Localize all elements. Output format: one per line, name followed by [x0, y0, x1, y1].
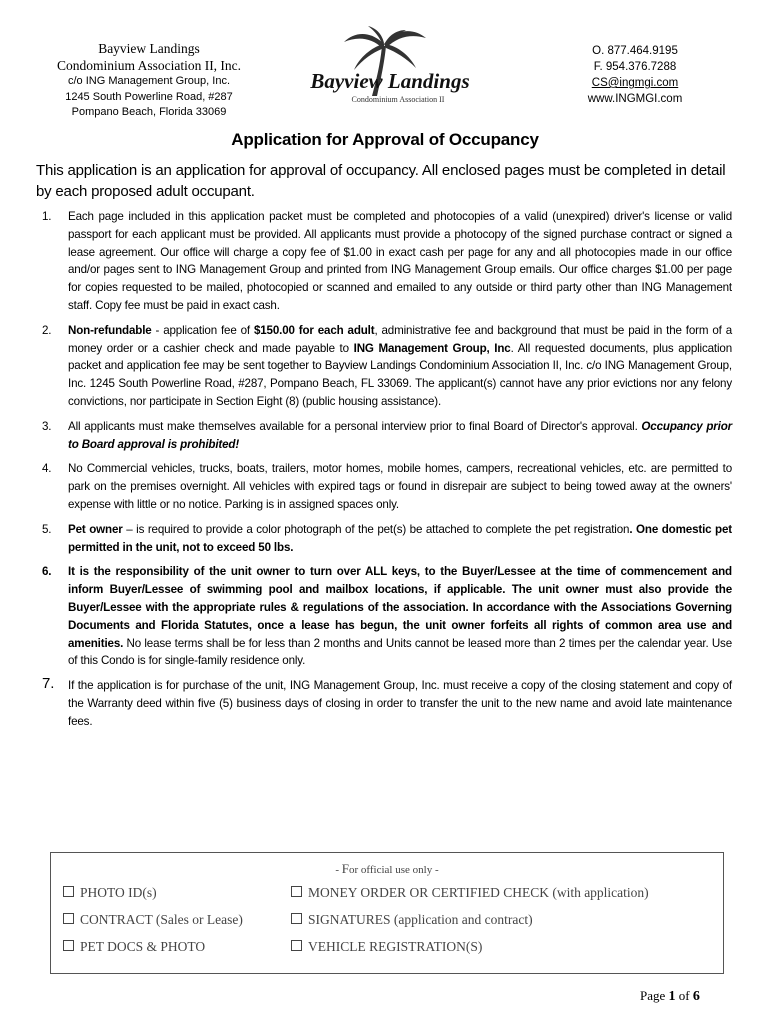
org-name: Bayview Landings: [98, 41, 200, 56]
list-item: [36, 208, 732, 315]
requirements-list: [36, 208, 732, 738]
list-item: [36, 322, 732, 411]
item-number: 2.: [42, 323, 52, 337]
item-number: 4.: [42, 462, 52, 476]
logo-text: Bayview Landings: [310, 69, 470, 93]
checkbox-icon: [63, 886, 74, 897]
page-title: Application for Approval of Occupancy: [231, 130, 539, 149]
checkbox-icon: [63, 940, 74, 951]
item-text: . All requested documents, plus application packet and application fee may be sent together to Bayview Landings Condominium Association II, Inc. c/o ING Management Group, Inc. 1245 South Powerline Road, #287, Pompano Beach, FL 33069. The applicant(s) cannot have any prior evictions nor any felony convictions, nor participate in Section Eight (8) (public housing assistance).: [68, 341, 733, 408]
email-link[interactable]: CS@ingmgi.com: [591, 77, 679, 89]
item-number: 3.: [42, 419, 52, 433]
page-number: Page 1 of 6: [640, 988, 700, 1004]
payee-name: ING Management Group, Inc: [353, 341, 511, 355]
item-text: – is required to provide a color photograph of the pet(s) be attached to complete the pet registration: [122, 522, 630, 536]
checkbox-icon: [291, 940, 302, 951]
money-order-checkbox[interactable]: MONEY ORDER OR CERTIFIED CHECK (with application): [291, 885, 649, 901]
contract-checkbox[interactable]: CONTRACT (Sales or Lease): [63, 912, 243, 928]
item-text: If the application is for purchase of the unit, ING Management Group, Inc. must receive a copy of the closing statement and copy of the Warranty deed within five (5) business days of closing in order to transfer the unit to the new name and avoid late maintenance fees.: [68, 679, 732, 728]
item-text: , administrative fee and background that must be paid in the form of a money order or a cashier check and made payable to: [68, 323, 732, 355]
item-text: - application fee of: [151, 323, 254, 337]
official-use-box: [50, 852, 724, 974]
item-number: 7.: [42, 675, 55, 693]
fax-number: F. 954.376.7288: [593, 61, 677, 73]
item-text: All applicants must make themselves available for a personal interview prior to final Board of Director's approval.: [68, 419, 642, 433]
pet-limit-text: . One domestic pet permitted in the unit, not to exceed 50 lbs.: [68, 522, 732, 554]
org-full-name: Condominium Association II, Inc.: [56, 58, 242, 73]
official-use-heading: - For official use only -: [335, 861, 439, 876]
fee-amount: $150.00 for each adult: [253, 323, 375, 337]
checkbox-icon: [291, 913, 302, 924]
checkbox-icon: [291, 886, 302, 897]
signatures-checkbox[interactable]: SIGNATURES (application and contract): [291, 912, 533, 928]
org-city: Pompano Beach, Florida 33069: [71, 106, 227, 118]
owner-responsibility-text: It is the responsibility of the unit owner to turn over ALL keys, to the Buyer/Lessee at the time of commencement and inform Buyer/Lessee of swimming pool and mailbox locations, if applicable. The unit owner must also provide the Buyer/Lessee with the appropriate rules & regulations of the association. In accordance with the Associations Governing Documents and Florida Statutes, once a lease has begun, the unit owner forfeits all rights of common area use and amenities.: [68, 565, 732, 650]
vehicle-registration-checkbox[interactable]: VEHICLE REGISTRATION(S): [291, 939, 482, 955]
org-street: 1245 South Powerline Road, #287: [65, 90, 233, 103]
item-number: 1.: [42, 210, 52, 223]
photo-id-checkbox[interactable]: PHOTO ID(s): [63, 885, 157, 901]
item-number: 6.: [42, 565, 52, 579]
pet-docs-checkbox[interactable]: PET DOCS & PHOTO: [63, 939, 205, 955]
item-text: Each page included in this application packet must be completed and photocopies of a valid (unexpired) driver's license or valid passport for each applicant must be provided. All applicants must provide a photocopy of the signed purchase contract or signed a lease agreement. Our office will charge a copy fee of $1.00 in exact cash per page for any and all photocopies made in our office and/or pages sent to ING Management Group and printed from ING Management Group emails. Our office charges $1.00 per page for copies requested to be mailed, photocopied or scanned and emailed to any outside or third party other than ING Management staff. Copy fee must be paid in exact cash.: [68, 210, 732, 312]
non-refundable-label: Non-refundable: [68, 323, 152, 337]
bayview-landings-logo: [310, 26, 470, 118]
item-number: 5.: [42, 522, 52, 536]
list-item: [36, 677, 732, 730]
checkbox-icon: [63, 913, 74, 924]
list-item: [36, 521, 732, 557]
list-item: [36, 418, 732, 454]
contact-block: [555, 43, 715, 107]
list-item: [36, 460, 732, 513]
item-text: No Commercial vehicles, trucks, boats, trailers, motor homes, mobile homes, campers, recreational vehicles, etc. are permitted to park on the premises overnight. All vehicles with expired tags or found in disrepair are subject to being towed away at the owners' expense with little or no notice. Parking is in assigned spaces only.: [68, 462, 732, 511]
phone-number: O. 877.464.9195: [592, 45, 678, 57]
list-item: [36, 563, 732, 670]
occupancy-warning: Occupancy prior to Board approval is prohibited!: [68, 419, 733, 451]
org-address-block: [34, 40, 264, 121]
pet-owner-label: Pet owner: [68, 522, 123, 536]
org-care-of: c/o ING Management Group, Inc.: [67, 75, 231, 87]
item-text: No lease terms shall be for less than 2 months and Units cannot be leased more than 2 times per the calendar year. Use of this Condo is for single-family residence only.: [68, 636, 732, 668]
intro-paragraph: This application is an application for approval of occupancy. All enclosed pages must be completed in detail by each proposed adult occupant.: [36, 162, 726, 200]
logo-subtext: Condominium Association II: [351, 95, 445, 104]
website-link[interactable]: www.INGMGI.com: [587, 93, 683, 105]
